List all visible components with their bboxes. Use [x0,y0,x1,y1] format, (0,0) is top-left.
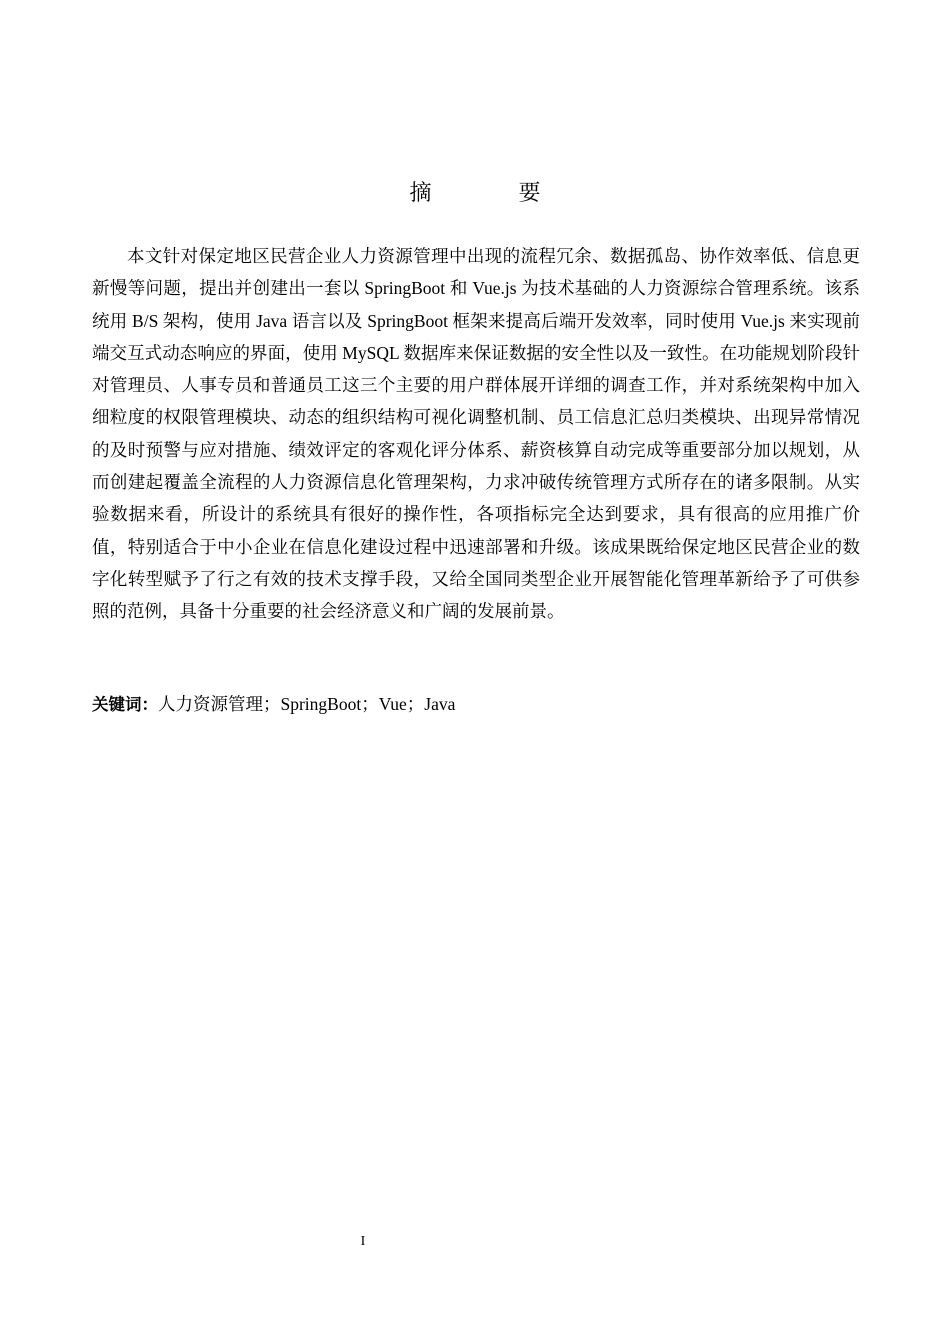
abstract-paragraph: 本文针对保定地区民营企业人力资源管理中出现的流程冗余、数据孤岛、协作效率低、信息更新慢等问题，提出并创建出一套以 SpringBoot 和 Vue.js 为技术基础的人力资源综合管理系统。该系统用 B/S 架构，使用 Java 语言以及 SpringBoot 框架来提高后端开发效率，同时使用 Vue.js 来实现前端交互式动态响应的界面，使用 MySQL 数据库来保证数据的安全性以及一致性。在功能规划阶段针对管理员、人事专员和普通员工这三个主要的用户群体展开详细的调查工作，并对系统架构中加入细粒度的权限管理模块、动态的组织结构可视化调整机制、员工信息汇总归类模块、出现异常情况的及时预警与应对措施、绩效评定的客观化评分体系、薪资核算自动完成等重要部分加以规划，从而创建起覆盖全流程的人力资源信息化管理架构，力求冲破传统管理方式所存在的诸多限制。从实验数据来看，所设计的系统具有很好的操作性，各项指标完全达到要求，具有很高的应用推广价值，特别适合于中小企业在信息化建设过程中迅速部署和升级。该成果既给保定地区民营企业的数字化转型赋予了行之有效的技术支撑手段，又给全国同类型企业开展智能化管理革新给予了可供参照的范例，具备十分重要的社会经济意义和广阔的发展前景。 [92,246,860,622]
page-number: I [360,1234,366,1249]
keywords-text: 人力资源管理；SpringBoot；Vue；Java [158,694,456,714]
keywords-label: 关键词： [92,695,158,714]
page-title: 摘 要 [409,181,581,206]
keywords-line [92,688,860,721]
